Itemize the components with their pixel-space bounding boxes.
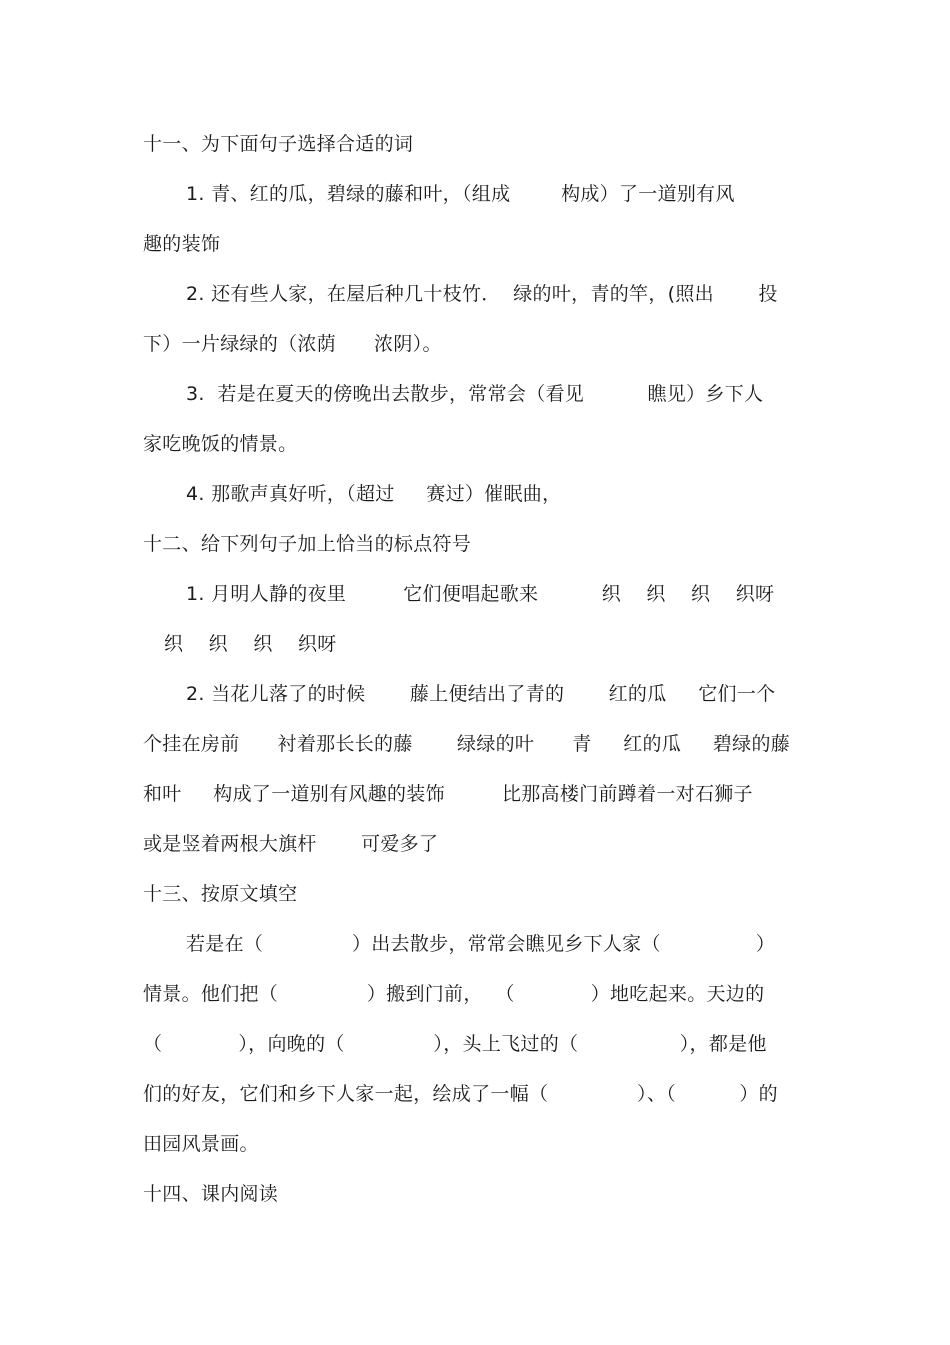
section-11-heading: 十一、为下面句子选择合适的词 (143, 133, 414, 155)
s12-question-1-line-1: 1. 月明人静的夜里 它们便唱起歌来 织 织 织 织呀 (186, 583, 775, 605)
section-13-heading: 十三、按原文填空 (143, 883, 298, 905)
s11-question-4-line-1: 4. 那歌声真好听，（超过 赛过）催眠曲， (186, 483, 562, 505)
s11-question-3-line-1: 3. 若是在夏天的傍晚出去散步，常常会（看见 瞧见）乡下人 (186, 383, 764, 405)
section-14-heading: 十四、课内阅读 (143, 1183, 279, 1205)
s13-passage-line-1: 若是在（ ）出去散步，常常会瞧见乡下人家（ ） (186, 933, 776, 955)
s11-question-2-line-2: 下）一片绿绿的（浓荫 浓阴）。 (143, 333, 442, 355)
s11-question-1-line-2: 趣的装饰 (143, 233, 221, 255)
s13-passage-line-4: 们的好友，它们和乡下人家一起，绘成了一幅（ ）、（ ）的 (143, 1083, 778, 1105)
s11-question-1-line-1: 1. 青、红的瓜，碧绿的藤和叶，（组成 构成）了一道别有风 (186, 183, 735, 205)
s12-question-2-line-4: 或是竖着两根大旗杆 可爱多了 (143, 833, 439, 855)
s12-question-2-line-3: 和叶 构成了一道别有风趣的装饰 比那高楼门前蹲着一对石狮子 (143, 783, 753, 805)
s11-question-3-line-2: 家吃晚饭的情景。 (143, 433, 298, 455)
s12-question-2-line-1: 2. 当花儿落了的时候 藤上便结出了青的 红的瓜 它们一个 (186, 683, 776, 705)
s12-question-2-line-2: 个挂在房前 衬着那长长的藤 绿绿的叶 青 红的瓜 碧绿的藤 (143, 733, 791, 755)
s13-passage-line-3: （ ），向晚的（ ），头上飞过的（ ），都是他 (143, 1033, 767, 1055)
s13-passage-line-5: 田园风景画。 (143, 1133, 259, 1155)
s12-question-1-line-2: 织 织 织 织呀 (164, 633, 337, 655)
s13-passage-line-2: 情景。他们把（ ）搬到门前， （ ）地吃起来。天边的 (143, 983, 765, 1005)
s11-question-2-line-1: 2. 还有些人家，在屋后种几十枝竹． 绿的叶，青的竿，(照出 投 (186, 283, 778, 305)
section-12-heading: 十二、给下列句子加上恰当的标点符号 (143, 533, 472, 555)
